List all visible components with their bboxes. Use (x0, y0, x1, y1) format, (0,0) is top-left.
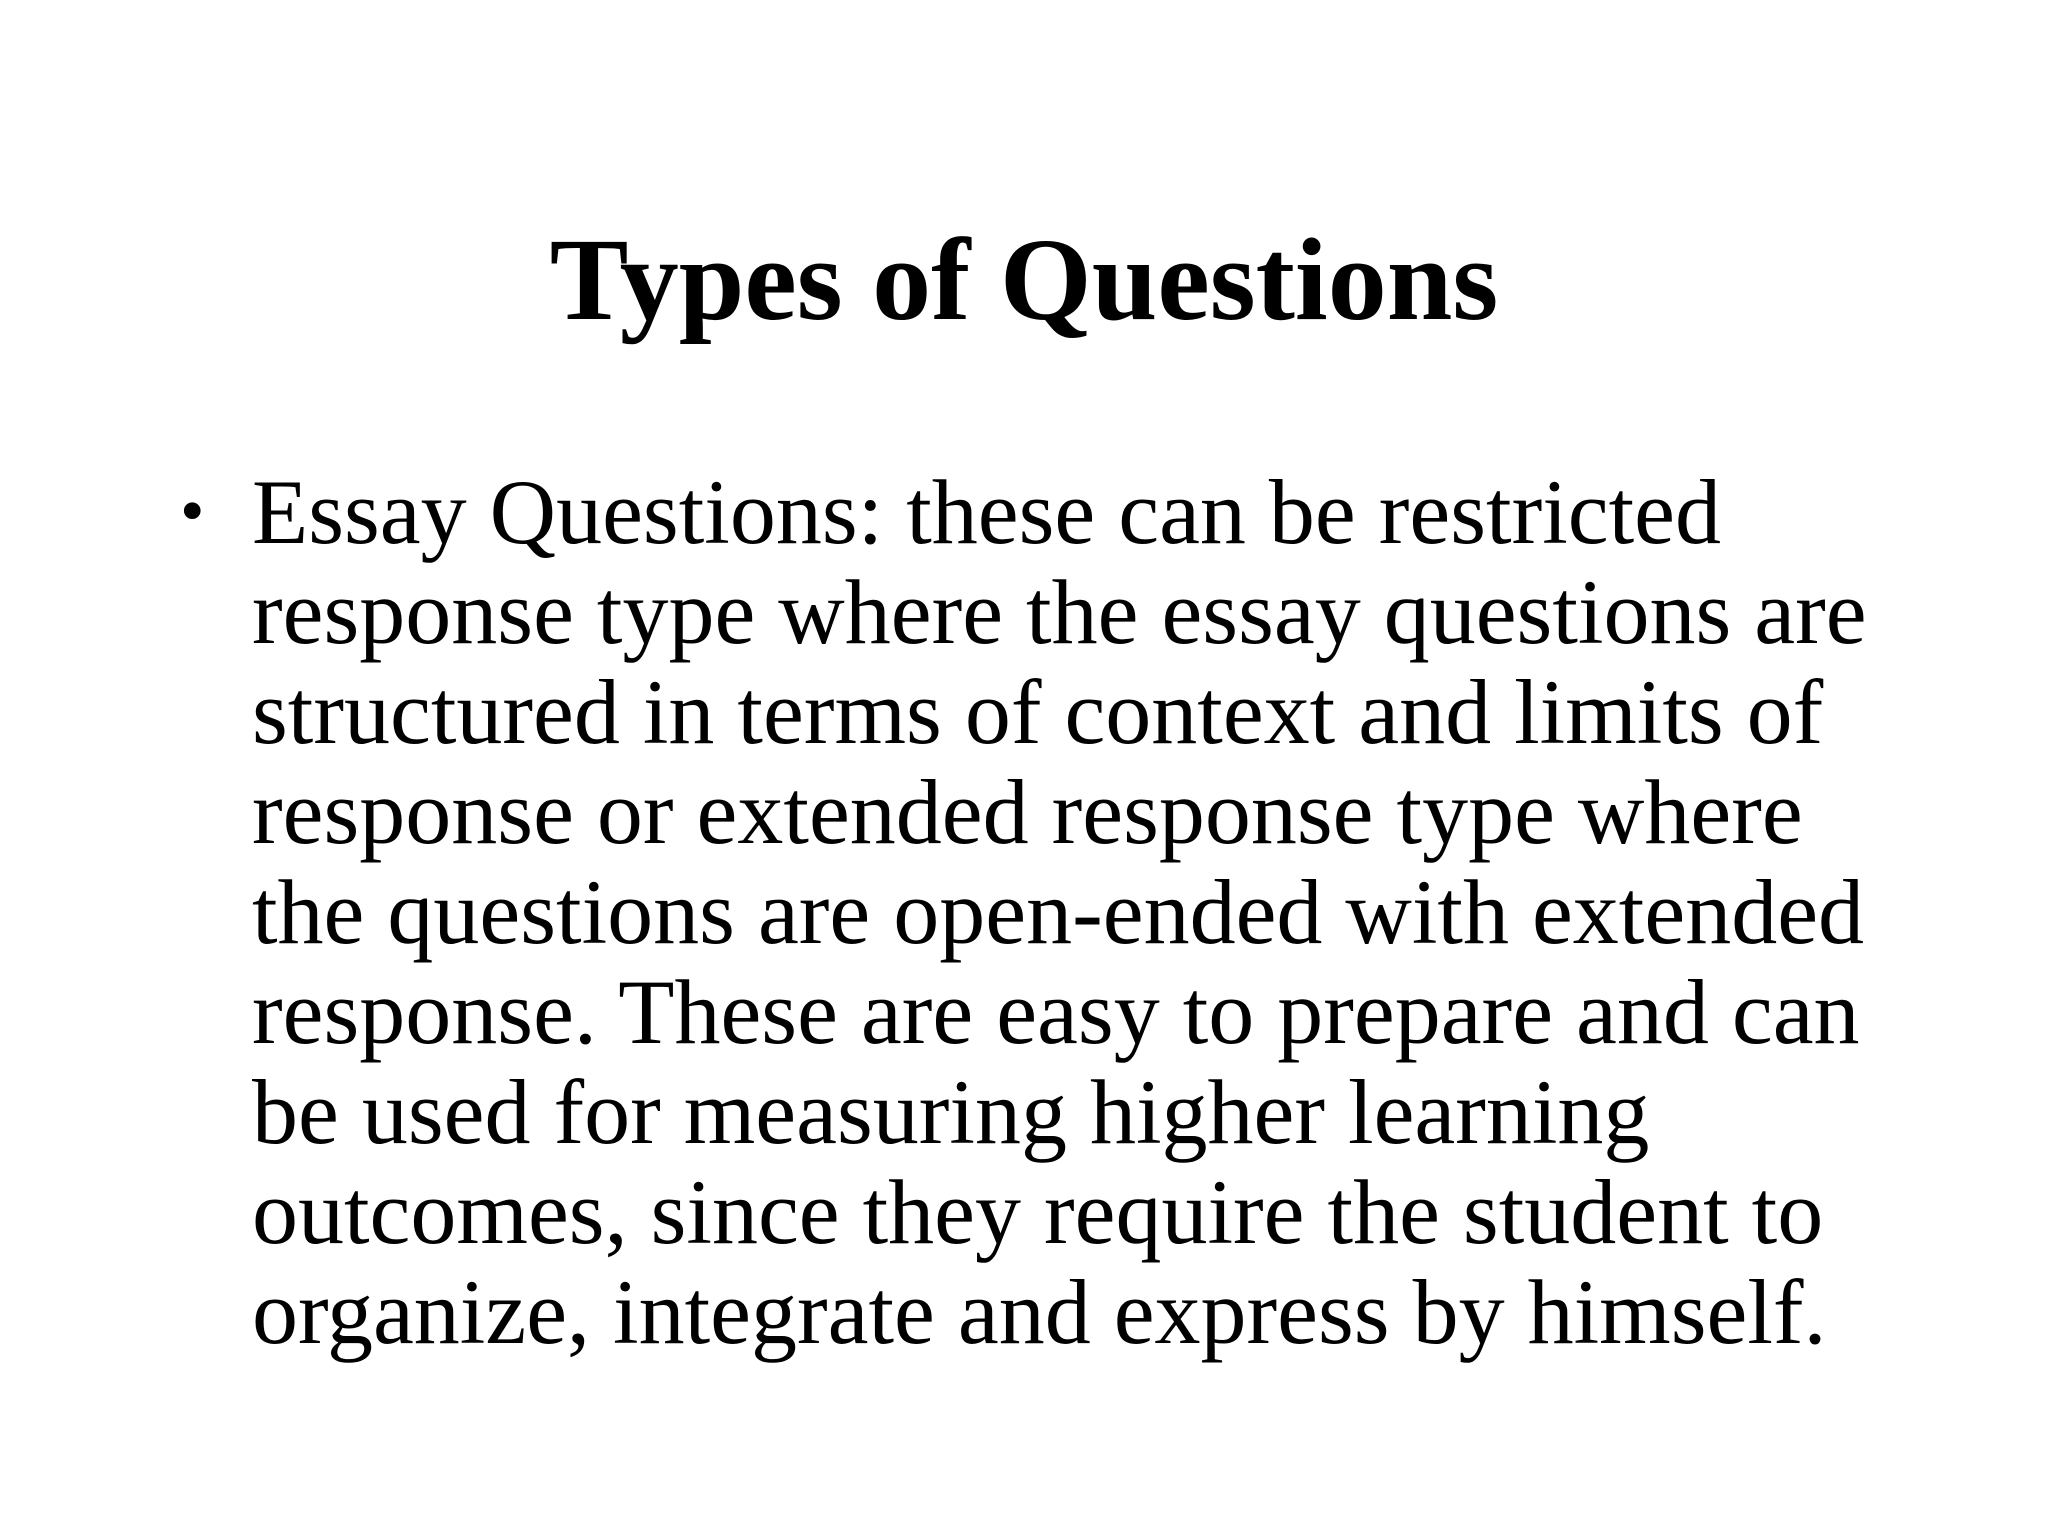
bullet-text-line: be used for measuring higher learning (252, 1061, 1650, 1163)
bullet-text-line: structured in terms of context and limits of (252, 661, 1824, 763)
bullet-text-line: outcomes, since they require the student to (252, 1161, 1824, 1263)
bullet-item (180, 462, 1940, 1362)
bullet-text (252, 462, 1940, 1362)
bullet-text-line: the questions are open-ended with extended (252, 861, 1865, 963)
bullet-text-line: response type where the essay questions are (252, 561, 1867, 663)
bullet-text-line: organize, integrate and express by himself. (252, 1261, 1827, 1363)
bullet-text-line: Essay Questions: these can be restricted (252, 461, 1721, 563)
bullet-text-line: response. These are easy to prepare and can (252, 961, 1860, 1063)
bullet-list (180, 462, 1940, 1362)
bullet-icon: • (180, 473, 205, 550)
bullet-text-line: response or extended response type where (252, 761, 1803, 863)
slide-title: Types of Questions (549, 214, 1499, 345)
